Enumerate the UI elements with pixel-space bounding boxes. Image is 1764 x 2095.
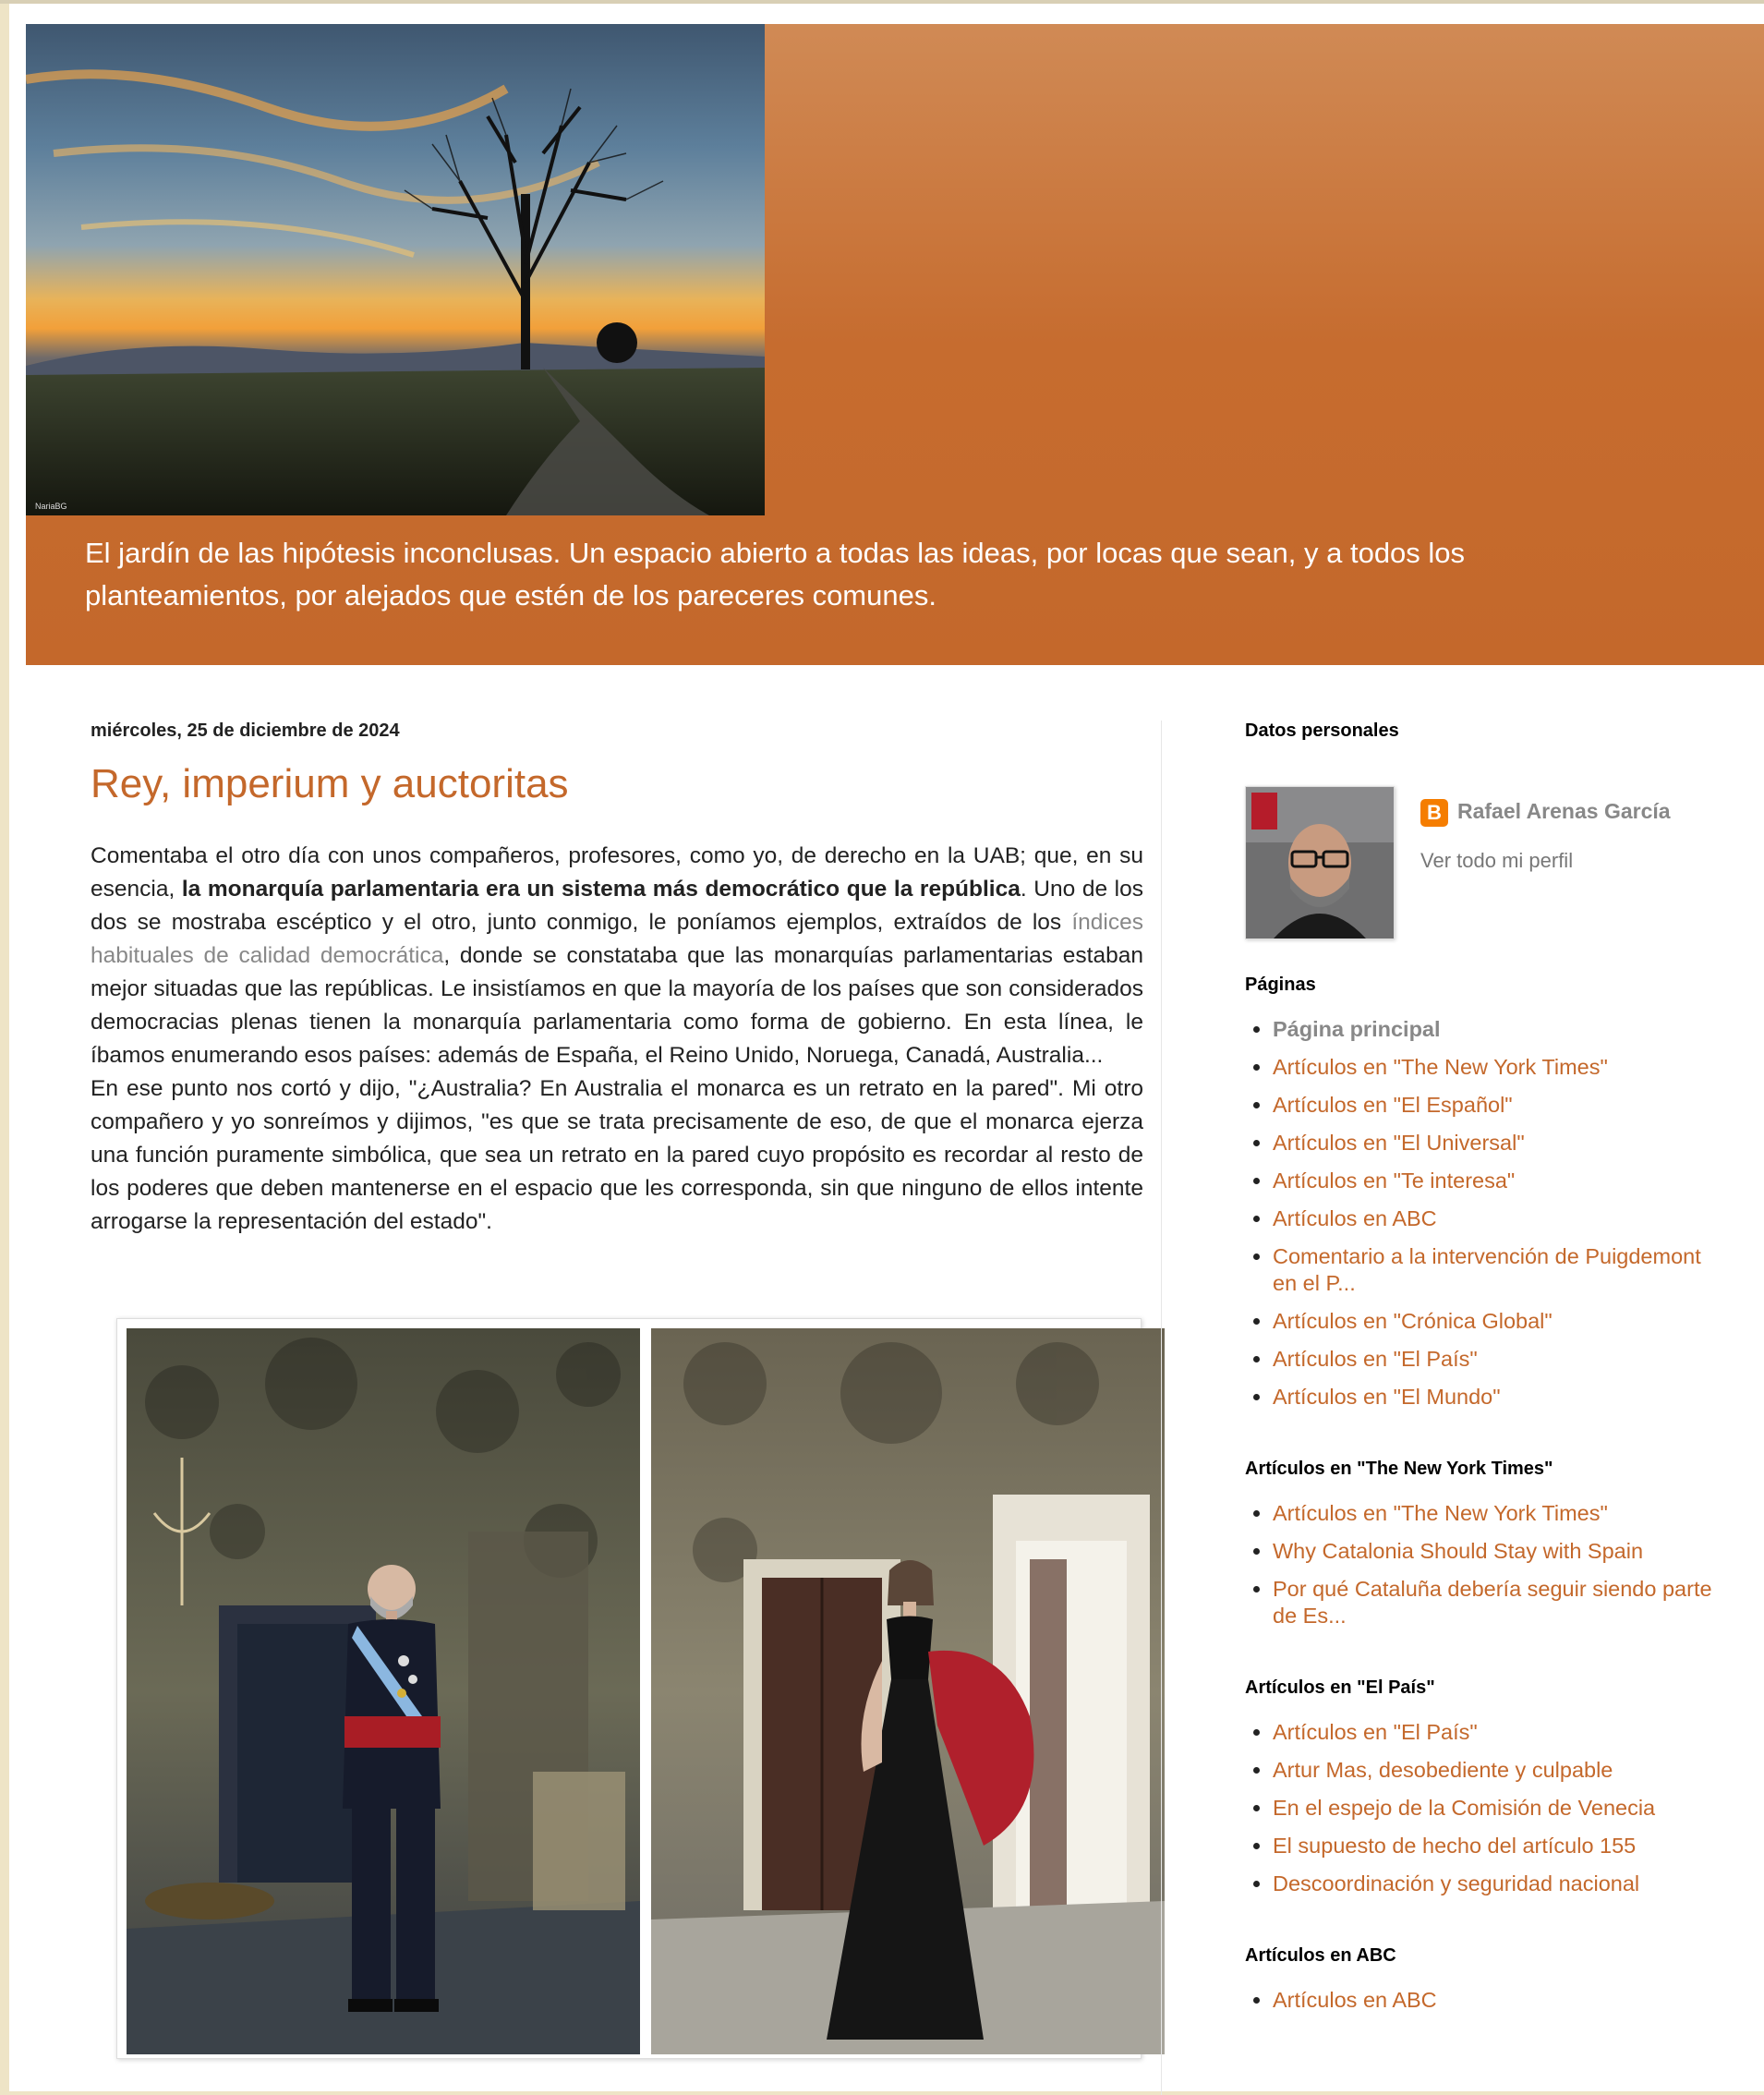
queen-portrait bbox=[651, 1328, 1165, 2054]
main-column bbox=[91, 706, 1143, 1239]
header-photo[interactable] bbox=[26, 24, 765, 515]
post-date: miércoles, 25 de diciembre de 2024 bbox=[91, 721, 400, 741]
page-link[interactable]: • Artículos en "Te interesa" bbox=[1273, 1168, 1725, 1194]
nyt-widget bbox=[1245, 1459, 1725, 1629]
queen-portrait-image bbox=[651, 1328, 1165, 2054]
article-link[interactable]: • Artículos en ABC bbox=[1273, 1987, 1725, 2014]
page-link[interactable]: • Página principal bbox=[1273, 1016, 1725, 1043]
king-portrait bbox=[127, 1328, 640, 2054]
post-body bbox=[91, 840, 1143, 1239]
photo-watermark: NariaBG bbox=[35, 502, 67, 511]
democratic-quality-link[interactable]: índices habituales de calidad democrática bbox=[91, 910, 1143, 968]
profile-name-link[interactable]: Rafael Arenas García bbox=[1457, 799, 1671, 823]
article-link[interactable]: • Artículos en "El País" bbox=[1273, 1719, 1725, 1746]
abc-widget-title: Artículos en ABC bbox=[1245, 1945, 1396, 1966]
elpais-widget bbox=[1245, 1677, 1725, 1897]
elpais-widget-title: Artículos en "El País" bbox=[1245, 1677, 1435, 1698]
nyt-list bbox=[1245, 1500, 1725, 1629]
page-link[interactable]: • Artículos en "Crónica Global" bbox=[1273, 1308, 1725, 1335]
blogger-icon: B bbox=[1420, 799, 1448, 827]
sunset-tree-photo bbox=[26, 24, 765, 515]
pages-widget-title: Páginas bbox=[1245, 975, 1316, 995]
page-link[interactable]: • Comentario a la intervención de Puigdemont en el P... bbox=[1273, 1243, 1725, 1297]
sidebar bbox=[1245, 706, 1725, 2062]
post-bold-text: la monarquía parlamentaria era un sistema más democrático que la república bbox=[181, 877, 1021, 902]
avatar[interactable] bbox=[1245, 786, 1395, 939]
article-link[interactable]: • Artur Mas, desobediente y culpable bbox=[1273, 1757, 1725, 1784]
page-link[interactable]: • Artículos en "El Mundo" bbox=[1273, 1384, 1725, 1411]
nyt-widget-title: Artículos en "The New York Times" bbox=[1245, 1459, 1553, 1479]
post-text: Comentaba el otro día con unos compañeros, profesores, como yo, de derecho en la UAB; que, en su esencia, bbox=[91, 843, 1143, 902]
article-link[interactable]: • Artículos en "The New York Times" bbox=[1273, 1500, 1725, 1527]
article-link[interactable]: • Why Catalonia Should Stay with Spain bbox=[1273, 1538, 1725, 1565]
article-link[interactable]: • En el espejo de la Comisión de Venecia bbox=[1273, 1795, 1725, 1822]
profile-box bbox=[1245, 742, 1725, 926]
view-full-profile-link[interactable]: Ver todo mi perfil bbox=[1420, 849, 1574, 872]
pages-widget bbox=[1245, 975, 1725, 1411]
profile-widget bbox=[1245, 721, 1725, 926]
blog-description: El jardín de las hipótesis inconclusas. Un espacio abierto a todas las ideas, por locas que sean, y a todos los planteamientos, por alejados que estén de los pareceres comunes. bbox=[85, 537, 1466, 612]
page-link[interactable]: • Artículos en ABC bbox=[1273, 1205, 1725, 1232]
profile-widget-title: Datos personales bbox=[1245, 721, 1399, 741]
column-divider bbox=[1161, 721, 1162, 2095]
elpais-list bbox=[1245, 1719, 1725, 1897]
page-link[interactable]: • Artículos en "El Español" bbox=[1273, 1092, 1725, 1119]
page-link[interactable]: • Artículos en "The New York Times" bbox=[1273, 1054, 1725, 1081]
article-link[interactable]: • Por qué Cataluña debería seguir siendo parte de Es... bbox=[1273, 1576, 1725, 1629]
post-text: , donde se constataba que las monarquías parlamentarias estaban mejor situadas que las repúblicas. Le insistíamos en que la mayoría de los países que son considerados democracias plenas tienen la monarquía parlamentaria como forma de gobierno. En esta línea, le íbamos enumerando esos países: además de España, el Reino Unido, Noruega, Canadá, Australia... bbox=[91, 943, 1143, 1068]
page bbox=[9, 4, 1764, 2091]
author-photo bbox=[1246, 787, 1394, 939]
post-paragraph-1 bbox=[91, 840, 1143, 1072]
abc-widget bbox=[1245, 1945, 1725, 2014]
page-link[interactable]: • Artículos en "El Universal" bbox=[1273, 1130, 1725, 1156]
abc-list bbox=[1245, 1987, 1725, 2014]
page-link[interactable]: • Artículos en "El País" bbox=[1273, 1346, 1725, 1373]
post-paragraph-2: En ese punto nos cortó y dijo, "¿Australia? En Australia el monarca es un retrato en la pared". Mi otro compañero y yo sonreímos y dijimos, "es que se trata precisamente de eso, de que el monarca ejerza una función puramente simbólica, que sea un retrato en la pared cuyo propósito es recordar al resto de los poderes que deben mantenerse en el espacio que les corresponda, sin que ninguno de ellos intente arrogarse la representación del estado". bbox=[91, 1076, 1143, 1234]
post-image[interactable] bbox=[116, 1318, 1142, 2059]
post-text: . Uno de los dos se mostraba escéptico y el otro, junto conmigo, le poníamos ejemplos, extraídos de los bbox=[91, 877, 1143, 935]
article-link[interactable]: • El supuesto de hecho del artículo 155 bbox=[1273, 1833, 1725, 1859]
pages-list bbox=[1245, 1016, 1725, 1411]
article-link[interactable]: • Descoordinación y seguridad nacional bbox=[1273, 1871, 1725, 1897]
blog-header bbox=[26, 24, 1764, 665]
post-title[interactable]: Rey, imperium y auctoritas bbox=[91, 761, 569, 806]
king-portrait-image bbox=[127, 1328, 640, 2054]
